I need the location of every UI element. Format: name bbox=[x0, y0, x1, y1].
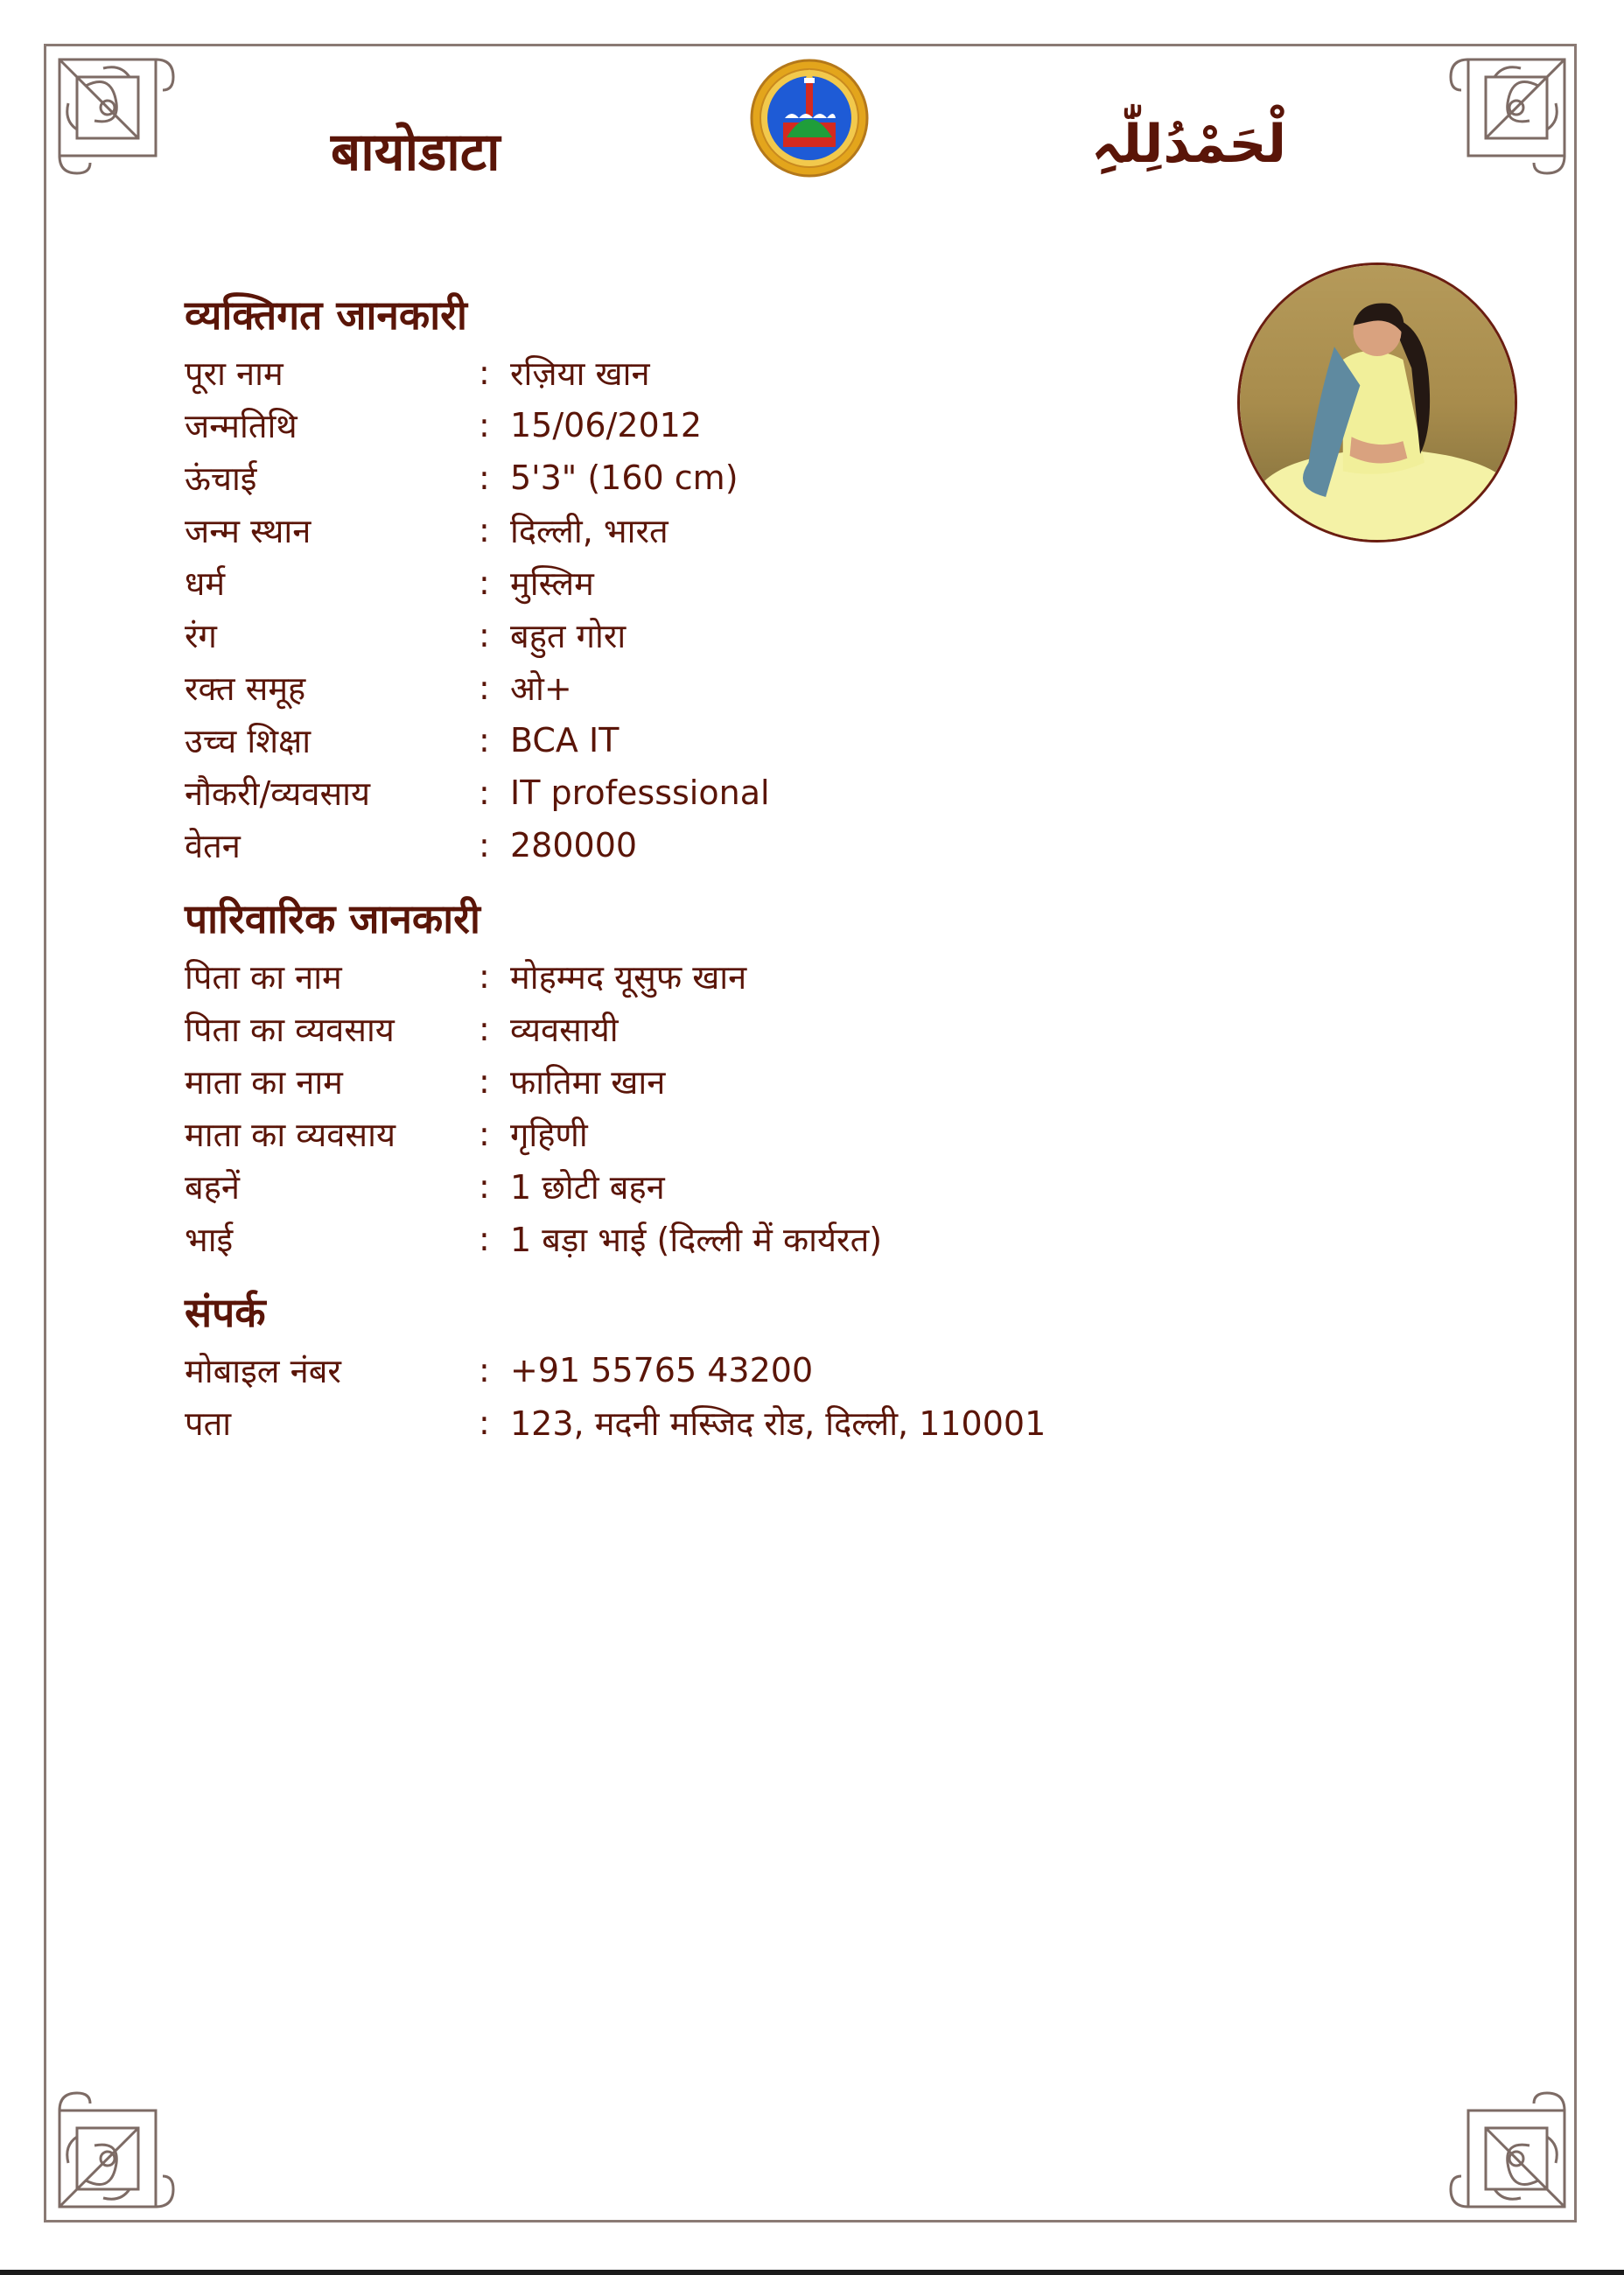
info-row bbox=[185, 1213, 1322, 1265]
info-value: मुस्लिम bbox=[510, 564, 594, 603]
corner-ornament-icon bbox=[1442, 2084, 1573, 2216]
corner-ornament-icon bbox=[51, 51, 182, 182]
info-row bbox=[185, 399, 1322, 452]
info-value: व्यवसायी bbox=[510, 1011, 619, 1049]
info-label: माता का व्यवसाय bbox=[185, 1116, 396, 1154]
arabic-calligraphy: لْحَمْدُلِلّٰہِ bbox=[1091, 114, 1286, 175]
info-label: धर्म bbox=[185, 564, 226, 603]
info-row bbox=[185, 1055, 1322, 1108]
info-value: बहुत गोरा bbox=[510, 617, 626, 655]
contact-section bbox=[185, 1286, 1322, 1449]
info-row bbox=[185, 452, 1322, 504]
info-value: ओ+ bbox=[510, 669, 572, 708]
info-label: जन्मतिथि bbox=[185, 407, 298, 445]
info-row bbox=[185, 1344, 1322, 1396]
separator: : bbox=[479, 668, 490, 707]
info-row bbox=[185, 609, 1322, 662]
separator: : bbox=[479, 1115, 490, 1153]
info-row bbox=[185, 1108, 1322, 1160]
personal-info-section bbox=[185, 289, 1322, 872]
info-label: पूरा नाम bbox=[185, 354, 284, 393]
separator: : bbox=[479, 1404, 490, 1442]
corner-ornament-icon bbox=[51, 2084, 182, 2216]
info-row bbox=[185, 1003, 1322, 1055]
section-title-family: पारिवारिक जानकारी bbox=[185, 895, 480, 942]
biodata-content bbox=[185, 289, 1322, 1470]
page-title: बायोडाटा bbox=[331, 122, 500, 183]
info-value: दिल्ली, भारत bbox=[510, 512, 668, 550]
separator: : bbox=[479, 774, 490, 812]
separator: : bbox=[479, 721, 490, 760]
info-label: माता का नाम bbox=[185, 1063, 343, 1102]
section-title-personal: व्यक्तिगत जानकारी bbox=[185, 291, 467, 339]
separator: : bbox=[479, 957, 490, 996]
info-label: उच्च शिक्षा bbox=[185, 722, 312, 760]
separator: : bbox=[479, 406, 490, 444]
info-value: गृहिणी bbox=[510, 1116, 588, 1154]
info-value: फातिमा खान bbox=[510, 1063, 666, 1102]
info-label: जन्म स्थान bbox=[185, 512, 312, 550]
mosque-dome-emblem-icon bbox=[748, 57, 871, 179]
info-row bbox=[185, 1160, 1322, 1213]
separator: : bbox=[479, 1220, 490, 1258]
info-row bbox=[185, 504, 1322, 556]
info-value: IT professsional bbox=[510, 774, 770, 812]
info-value: +91 55765 43200 bbox=[510, 1351, 814, 1390]
info-label: वेतन bbox=[185, 827, 241, 865]
info-row bbox=[185, 714, 1322, 766]
separator: : bbox=[479, 564, 490, 602]
separator: : bbox=[479, 354, 490, 392]
separator: : bbox=[479, 1167, 490, 1206]
info-value: 1 बड़ा भाई (दिल्ली में कार्यरत) bbox=[510, 1221, 883, 1259]
corner-ornament-icon bbox=[1442, 51, 1573, 182]
info-value: 5'3" (160 cm) bbox=[510, 458, 738, 497]
section-title-contact: संपर्क bbox=[185, 1289, 266, 1336]
info-value: मोहम्मद यूसुफ खान bbox=[510, 958, 747, 997]
info-value: 280000 bbox=[510, 826, 638, 864]
info-label: नौकरी/व्यवसाय bbox=[185, 774, 371, 813]
info-label: रंग bbox=[185, 617, 217, 655]
separator: : bbox=[479, 1010, 490, 1048]
info-label: पता bbox=[185, 1404, 232, 1443]
bottom-strip bbox=[0, 2270, 1624, 2275]
info-label: रक्त समूह bbox=[185, 669, 306, 708]
info-row bbox=[185, 1396, 1322, 1449]
separator: : bbox=[479, 458, 490, 497]
info-row bbox=[185, 346, 1322, 399]
info-row bbox=[185, 819, 1322, 872]
info-row bbox=[185, 950, 1322, 1003]
info-label: बहनें bbox=[185, 1168, 240, 1207]
separator: : bbox=[479, 1351, 490, 1390]
info-value: 123, मदनी मस्जिद रोड, दिल्ली, 110001 bbox=[510, 1404, 1046, 1443]
info-label: पिता का नाम bbox=[185, 958, 342, 997]
family-info-section bbox=[185, 892, 1322, 1265]
info-label: भाई bbox=[185, 1221, 234, 1259]
separator: : bbox=[479, 511, 490, 550]
info-value: रज़िया खान bbox=[510, 354, 650, 393]
separator: : bbox=[479, 1062, 490, 1101]
info-row bbox=[185, 662, 1322, 714]
info-row bbox=[185, 766, 1322, 819]
info-label: मोबाइल नंबर bbox=[185, 1352, 341, 1390]
info-value: 15/06/2012 bbox=[510, 406, 703, 444]
info-label: पिता का व्यवसाय bbox=[185, 1011, 395, 1049]
separator: : bbox=[479, 616, 490, 654]
info-value: 1 छोटी बहन bbox=[510, 1168, 665, 1207]
info-row bbox=[185, 556, 1322, 609]
separator: : bbox=[479, 826, 490, 864]
info-value: BCA IT bbox=[510, 721, 620, 760]
info-label: ऊंचाई bbox=[185, 459, 257, 498]
